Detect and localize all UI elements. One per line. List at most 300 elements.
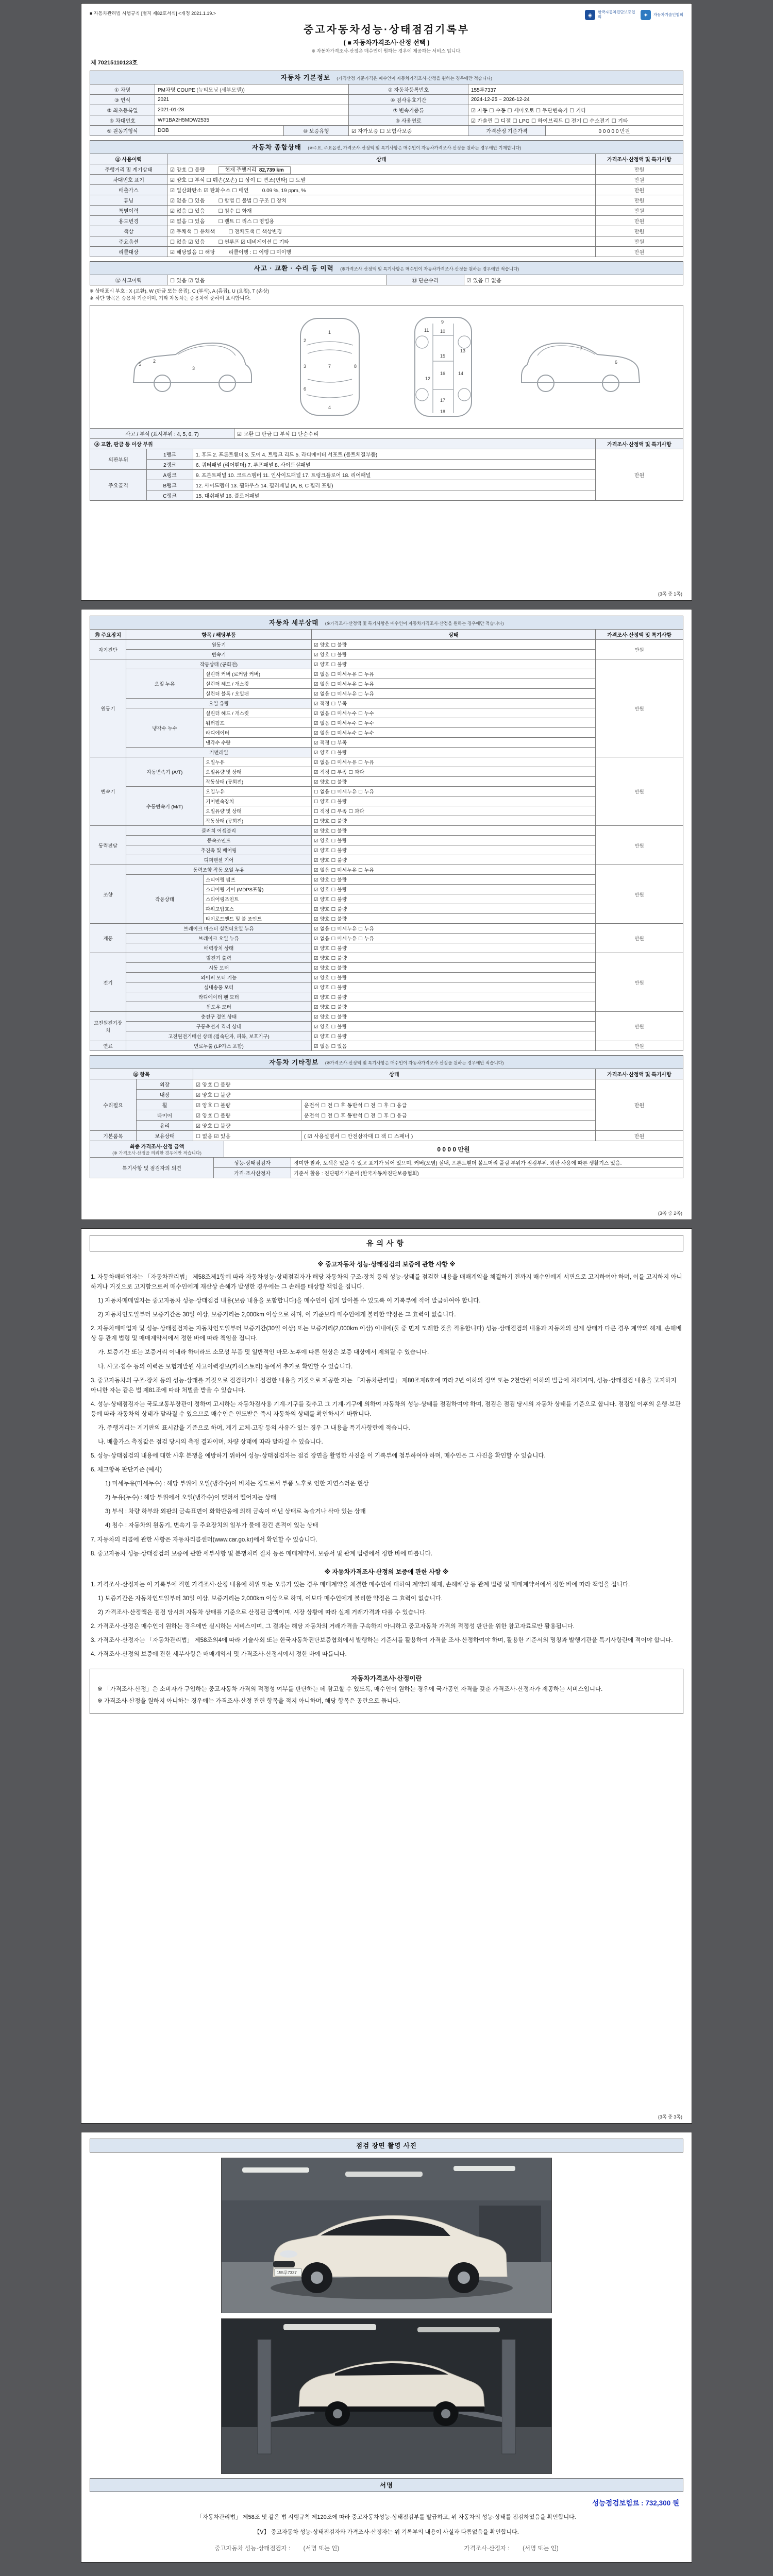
part-label: 오일유량 및 상태: [204, 767, 312, 777]
notice-paragraph: 7. 자동차의 리콜에 관한 사항은 자동차리콜센터(www.car.go.kr)에서 확인할 수 있습니다.: [91, 1536, 317, 1543]
base-price-value: 0 0 0 0 0 만원: [546, 126, 683, 136]
section-title: 자동차 기타정보: [269, 1059, 319, 1066]
final-price-title: 최종 가격조사·산정 금액: [129, 1144, 184, 1150]
part-label: 라디에이터: [204, 728, 312, 738]
field-label: ⑦ 변속기종류: [349, 105, 468, 115]
item-label: 윈도우 모터: [126, 1002, 312, 1012]
status-options: ☑ 양호 ☐ 불량: [193, 1100, 301, 1110]
price-cell: 만원: [596, 175, 683, 185]
price-survey-note: ※ 자동차가격조사·산정은 매수인이 원하는 경우에 제공하는 서비스 입니다.: [311, 48, 462, 54]
part-label: 작동상태 (공회전): [204, 777, 312, 787]
status-options: ☑ 양호 ☐ 불량: [312, 982, 596, 992]
overall-condition-table: [90, 154, 683, 257]
association-logo-icon: ✦: [641, 10, 651, 20]
section-title: 사고 · 교환 · 수리 등 이력: [254, 265, 334, 272]
item-label: 작동상태 (공회전): [126, 659, 312, 669]
price-cell: 만원: [596, 164, 683, 175]
definition-box-title: 자동차가격조사·산정이란: [351, 1675, 422, 1683]
notice-paragraph: 4. 가격조사·산정의 보증에 관한 세부사항은 매매계약서 및 가격조사·산정서에서 정한 바에 따릅니다.: [91, 1651, 347, 1658]
status-options: ☑ 해당없음 ☐ 해당: [170, 250, 215, 256]
field-value: 155루7337: [468, 84, 683, 95]
mark-row-options: ☑ 교환 ☐ 판금 ☐ 부식 ☐ 단순수리: [234, 428, 683, 438]
diagram-number: 6: [615, 359, 618, 365]
status-options: ☑ 양호 ☐ 불량: [193, 1079, 596, 1090]
item-label: 오일 유량: [126, 699, 312, 708]
row-label: 차대번호 표기: [90, 175, 167, 185]
status-options: ☑ 양호 ☐ 불량: [193, 1090, 596, 1100]
status-options: ☑ 없음 ☐ 미세누유 ☐ 누유: [312, 865, 596, 875]
page-footer: (3쪽 중 3쪽): [658, 2114, 682, 2120]
item-label: 브레이크 마스터 실린더오일 누유: [126, 924, 312, 934]
rank-table-header: ⑭ 교환, 판금 등 이상 부위: [90, 438, 596, 449]
repair-options: ☑ 있음 ☐ 없음: [464, 275, 683, 285]
car-top-view: [291, 312, 368, 421]
section-title: 자동차 세부상태: [269, 619, 319, 626]
part-label: 워터펌프: [204, 718, 312, 728]
premium-label: 성능점검보험료 :: [592, 2499, 644, 2507]
notice-section-b-title: ※ 자동차가격조사·산정의 보증에 관한 사항 ※: [324, 1568, 449, 1575]
rank-label: A랭크: [147, 469, 193, 480]
status-options: ☑ 없음 ☐ 있음: [170, 198, 205, 204]
price-cell: 만원: [596, 226, 683, 236]
row-label: 주요옵션: [90, 236, 167, 247]
extra-options: ☐ 썬루프 ☑ 네비게이션 ☐ 기타: [218, 240, 289, 245]
item-label: 오일 누유: [126, 669, 204, 699]
item-label: 작동상태: [126, 875, 204, 924]
field-value: 2021: [155, 95, 349, 105]
notice-paragraph: 1. 가격조사·산정자는 이 기록부에 적힌 가격조사·산정 내용에 허위 또는 오류가 있는 경우 매매계약을 체결한 매수인에 대하여 계약의 해제, 손해배상 등 관계 법령 및 매매계약서에서 정한 바에 따라 책임을 집니다.: [91, 1581, 630, 1588]
inspection-photo-front: [221, 2158, 552, 2313]
part-label: 오일누유: [204, 787, 312, 796]
accident-label: ⑫ 사고이력: [90, 275, 167, 285]
diagram-number: 17: [440, 397, 446, 403]
signature-label: 중고자동차 성능·상태점검자 :: [214, 2546, 291, 2552]
association-logo-icon: ◈: [585, 10, 595, 20]
item-label: 자동변속기 (A/T): [126, 757, 204, 787]
row-label: 외장: [137, 1079, 193, 1090]
field-label: ⑩ 보증유형: [284, 126, 349, 136]
diagram-number: 11: [424, 327, 429, 333]
notice-paragraph: 6. 체크항목 판단기준 (예시): [91, 1467, 162, 1473]
row-status: [167, 226, 596, 236]
item-label: 냉각수 누수: [126, 708, 204, 748]
status-options: ☑ 양호 ☐ 불량: [312, 836, 596, 845]
part-label: 스티어링 기어 (MDPS포함): [204, 885, 312, 894]
final-price-value: 0 0 0 0 만원: [224, 1141, 683, 1158]
warranty-options: ☑ 자가보증 ☐ 보험사보증: [349, 126, 468, 136]
status-options: ☑ 양호 ☐ 불량: [312, 1012, 596, 1022]
field-label: ⑤ 최초등록일: [90, 105, 155, 115]
status-options: ☐ 적정 ☐ 부족 ☐ 과다: [312, 806, 596, 816]
device-group: 조향: [90, 865, 126, 924]
price-cell: 만원: [596, 640, 683, 659]
car-submodel: (뉴티모닝 (세부모델)): [196, 88, 245, 93]
price-cell: 만원: [596, 1041, 683, 1051]
notice-paragraph: 3. 가격조사·산정자는 「자동차관리법」 제58조의4에 따라 기술사회 또는 한국자동차진단보증협회에서 발행하는 기준서를 활용하여 가격을 조사·산정하여야 하며, 활용한 기준서의 명칭과 발행기관을 특기사항란에 적어야 합니다.: [91, 1637, 673, 1644]
car-side-left-view: [126, 333, 255, 401]
diagram-number: 7: [580, 346, 583, 351]
status-options: ☑ 없음 ☐ 미세누수 ☐ 누수: [312, 718, 596, 728]
notice-paragraph: 1) 보증기간은 자동차인도일부터 30일 이상, 보증거리는 2,000km 이상으로 하며, 이보다 매수인에게 불리한 약정은 그 효력이 없습니다.: [98, 1595, 443, 1602]
diagram-number: 4: [328, 404, 331, 410]
device-group: 원동기: [90, 659, 126, 757]
column-header: 상태: [167, 154, 596, 164]
status-options: ☑ 양호 ☐ 불량: [312, 855, 596, 865]
notices-title: 유의사항: [90, 1235, 683, 1251]
row-label: 튜닝: [90, 195, 167, 206]
item-label: 구동축전지 격리 상태: [126, 1022, 312, 1031]
page-title: 중고자동차성능·상태점검기록부: [303, 24, 470, 36]
status-options: ☑ 없음 ☐ 미세누유 ☐ 누유: [312, 679, 596, 689]
part-label: 오일유량 및 상태: [204, 806, 312, 816]
row-label: 보유상태: [137, 1131, 193, 1141]
status-options: ☑ 양호 ☐ 불량: [312, 1022, 596, 1031]
field-label: ⑧ 사용연료: [349, 115, 468, 126]
final-price-table: [90, 1141, 683, 1158]
section-photos: [90, 2139, 683, 2153]
repair-label: ⑬ 단순수리: [386, 275, 464, 285]
price-survey-definition-box: [90, 1669, 683, 1714]
section-note: (※가격조사·산정액 및 특기사항은 매수인이 자동차가격조사·산정을 원하는 경우에만 적습니다): [325, 1060, 504, 1065]
section-basic-info: [90, 71, 683, 84]
notice-paragraph: 1) 미세누유(미세누수) : 해당 부위에 오일(냉각수)이 비치는 정도로서 부품 노후로 인한 자연스러운 현상: [105, 1481, 369, 1487]
passenger-car-note: ※ 하단 항목은 승용차 기준이며, 기타 자동차는 승용차에 준하여 표시합니다.: [90, 296, 251, 302]
accident-options: ☐ 있음 ☑ 없음: [167, 275, 387, 285]
notice-paragraph: 8. 중고자동차 성능·상태점검의 보증에 관한 세부사항 및 분쟁처리 절차 등은 매매계약서, 보증서 및 관계 법령에서 정한 바에 따릅니다.: [91, 1550, 432, 1557]
inspector-signature-line: [214, 2544, 339, 2552]
item-label: 커먼레일: [126, 748, 312, 757]
device-group: 연료: [90, 1041, 126, 1051]
status-options: ☑ 없음 ☐ 미세누유 ☐ 누유: [312, 924, 596, 934]
price-cell: 만원: [596, 195, 683, 206]
price-cell: 만원: [596, 1012, 683, 1041]
diagram-number: 15: [440, 353, 446, 359]
price-cell: 만원: [596, 826, 683, 865]
diagram-number: 9: [441, 319, 444, 325]
document-number: 제 70215110123호: [91, 60, 138, 66]
item-label: 클러치 어셈블리: [126, 826, 312, 836]
extra-options: ☐ 침수 ☐ 화재: [218, 209, 252, 214]
notice-paragraph: 2. 가격조사·산정은 매수인이 원하는 경우에만 실시하는 서비스이며, 그 결과는 해당 자동차의 거래가격을 구속하지 아니하고 중고자동차 가격의 적정성 판단을 위한 참고자료로만 활용됩니다.: [91, 1623, 575, 1630]
section-note: (가격산정 기준가격은 매수인이 자동차가격조사·산정을 원하는 경우에만 적습니다): [337, 76, 493, 81]
other-info-table: [90, 1069, 683, 1141]
field-label: ③ 연식: [90, 95, 155, 105]
column-header: ⑯ 항목: [90, 1069, 193, 1079]
form-reference: ■ 자동차관리법 시행규칙 [별지 제82호서식] <개정 2021.1.19.>: [90, 11, 216, 16]
item-label: 추진축 및 베어링: [126, 845, 312, 855]
status-options: ☑ 양호 ☐ 불량: [312, 748, 596, 757]
page-3: [81, 1228, 692, 2124]
extra-options: ☐ 렌트 ☐ 리스 ☐ 영업용: [218, 219, 275, 225]
diagram-number: 7: [328, 363, 331, 369]
price-cell: 만원: [596, 1079, 683, 1131]
part-label: 실린더 헤드 / 개스킷: [204, 679, 312, 689]
price-cell: 만원: [596, 1131, 683, 1141]
column-header: 상태: [193, 1069, 596, 1079]
status-options: ☑ 양호 ☐ 불량: [170, 167, 205, 173]
notice-paragraph: 1. 자동차매매업자는 「자동차관리법」 제58조제1항에 따라 자동차성능·상태점검자가 해당 자동차의 구조·장치 등의 성능·상태를 점검한 내용을 매매계약을 체결하기 전까지 매수인에게 서면으로 고지하여야 하며, 이를 고지하지 아니하거나 거짓으로 고지함으로써 매수인에게 재산상 손해가 발생한 경우에는 그 손해를 배상할 책임을 집니다.: [91, 1274, 682, 1291]
row-status: [167, 185, 596, 195]
notice-paragraph: 가. 보증기간 또는 보증거리 이내라 하더라도 소모성 부품 및 일반적인 마모·노후에 따른 현상은 보증 대상에서 제외될 수 있습니다.: [98, 1349, 429, 1356]
repair-group: 수리필요: [90, 1079, 137, 1131]
row-status: ☑ 양호 ☐ 부식 ☐ 훼손(오손) ☐ 상이 ☐ 변조(변타) ☐ 도말: [167, 175, 596, 185]
row-label: 특별이력: [90, 206, 167, 216]
status-options: ☑ 없음 ☐ 미세누수 ☐ 누수: [312, 728, 596, 738]
rank-table: [90, 438, 683, 501]
diagram-number: 3: [192, 365, 195, 371]
opinion-row-label: 성능·상태점검자: [214, 1158, 291, 1168]
notice-paragraph: 나. 배출가스 측정값은 점검 당시의 측정 결과이며, 차량 상태에 따라 달라질 수 있습니다.: [98, 1439, 323, 1446]
notice-paragraph: 2) 누유(누수) : 해당 부위에서 오일(냉각수)이 맺혀서 떨어지는 상태: [105, 1495, 277, 1501]
part-label: 스티어링조인트: [204, 894, 312, 904]
rank-label: C랭크: [147, 490, 193, 500]
tire-position-options: 운전석 ☐ 전 ☐ 후 동반석 ☐ 전 ☐ 후 ☐ 응급: [301, 1110, 596, 1121]
price-cell: 만원: [596, 924, 683, 953]
device-group: 전기: [90, 953, 126, 1012]
mileage-value: 82,739 km: [259, 167, 284, 173]
emission-values: 0.09 %, 19 ppm, %: [262, 188, 306, 194]
signature-label: 가격조사·산정자 :: [464, 2546, 510, 2552]
field-value: 2024-12-25 ~ 2026-12-24: [468, 95, 683, 105]
field-label: ② 자동차등록번호: [349, 84, 468, 95]
page-footer: (3쪽 중 1쪽): [658, 591, 682, 597]
item-label: 충전구 절연 상태: [126, 1012, 312, 1022]
item-label: 원동기: [126, 640, 312, 650]
status-options: ☑ 양호 ☐ 불량: [312, 885, 596, 894]
row-status: [167, 195, 596, 206]
section-title: 점검 장면 촬영 사진: [356, 2142, 417, 2149]
status-options: ☑ 없음 ☐ 있음: [170, 219, 205, 225]
column-header: 가격조사·산정액 및 특기사항: [596, 154, 683, 164]
mileage-label: 현재 주행거리: [225, 167, 257, 173]
diagram-number: 13: [460, 348, 466, 353]
frame-group-label: 주요골격: [90, 469, 147, 500]
notice-paragraph: 3. 중고자동차의 구조·장치 등의 성능·상태를 거짓으로 점검하거나 점검한 내용을 거짓으로 제공한 자는 「자동차관리법」 제80조제6호에 따라 2년 이하의 징역 또는 2천만원 이하의 벌금에 처해지며, 성능·상태점검 내용을 고지하지 아니한 자는 같은 법 제81조에 따라 처벌을 받을 수 있습니다.: [91, 1377, 677, 1394]
diagram-number: 1: [328, 329, 331, 335]
status-options: ☑ 양호 ☐ 불량: [312, 845, 596, 855]
item-label: 동력조향 작동 오일 누유: [126, 865, 312, 875]
opinion-row-label: 가격·조사산정자: [214, 1168, 291, 1178]
status-options: ☑ 없음 ☐ 미세누유 ☐ 누유: [312, 669, 596, 679]
section-detail-condition: [90, 616, 683, 630]
notice-paragraph: 3) 부식 : 차량 하부와 외판의 금속표면이 화학반응에 의해 금속이 아닌 상태로 녹슬거나 삭아 있는 상태: [105, 1509, 366, 1515]
part-label: 기어변속장치: [204, 796, 312, 806]
final-price-note: (※ 가격조사·산정을 의뢰한 경우에만 적습니다): [112, 1150, 201, 1156]
price-survey-option: ( ■ 자동차가격조사·산정 선택 ): [343, 39, 430, 46]
price-cell: 만원: [596, 659, 683, 757]
part-label: 실린더 헤드 / 개스킷: [204, 708, 312, 718]
status-options: ☑ 양호 ☐ 불량: [312, 640, 596, 650]
status-options: ☑ 적정 ☐ 부족 ☐ 과다: [312, 767, 596, 777]
status-options: ☑ 없음 ☐ 있음: [312, 1041, 596, 1051]
panel-group-label: 외판부위: [90, 449, 147, 469]
item-label: 와이퍼 모터 기능: [126, 973, 312, 982]
car-damage-diagram: [90, 305, 683, 429]
row-label: 배출가스: [90, 185, 167, 195]
status-options: ☑ 양호 ☐ 불량: [312, 894, 596, 904]
rank-parts: 1. 후드 2. 프론트휀더 3. 도어 4. 트렁크 리드 5. 라디에이터 서포트 (볼트체결부품): [193, 449, 596, 459]
row-label: 타이어: [137, 1110, 193, 1121]
row-status: [167, 236, 596, 247]
status-options: ☑ 양호 ☐ 불량: [312, 953, 596, 963]
section-title: 자동차 기본정보: [280, 74, 330, 81]
device-group: 변속기: [90, 757, 126, 826]
confirm-statement: 【Ⅴ】 중고자동차 성능·상태점검자와 가격조사·산정자는 위 기록부의 내용이 사실과 다름없음을 확인합니다.: [254, 2529, 519, 2535]
status-options: ☑ 일산화탄소 ☑ 탄화수소 ☐ 매연: [170, 188, 249, 194]
diagram-number: 8: [354, 363, 357, 369]
status-options: ☑ 양호 ☐ 불량: [312, 650, 596, 659]
status-options: ☑ 양호 ☐ 불량: [312, 659, 596, 669]
diagram-number: 16: [440, 370, 446, 376]
row-label: 내장: [137, 1090, 193, 1100]
status-options: ☐ 양호 ☐ 불량: [312, 816, 596, 826]
item-label: 수동변속기 (M/T): [126, 787, 204, 826]
status-options: ☐ 양호 ☐ 불량: [312, 796, 596, 806]
field-value: 2021-01-28: [155, 105, 349, 115]
part-label: 스티어링 펌프: [204, 875, 312, 885]
page-footer: (3쪽 중 2쪽): [658, 1211, 682, 1216]
car-name: PM차명 COUPE: [158, 88, 195, 93]
field-value: DOB: [155, 126, 284, 136]
status-options: ☑ 양호 ☐ 불량: [312, 875, 596, 885]
section-title: 자동차 종합상태: [251, 144, 301, 151]
status-options: ☑ 양호 ☐ 불량: [312, 914, 596, 924]
mileage-box: [219, 166, 291, 174]
status-options: ☐ 없음 ☑ 있음: [193, 1131, 301, 1141]
rank-parts: 15. 대쉬패널 16. 플로어패널: [193, 490, 596, 500]
diagram-number: 2: [304, 337, 307, 343]
association-logo-text: 자동차기술인협회: [653, 12, 683, 17]
price-cell: 만원: [596, 247, 683, 257]
inspection-photo-lift: [221, 2318, 552, 2474]
rank-parts: 12. 사이드멤버 13. 휠하우스 14. 필러패널 (A, B, C 필러 포함): [193, 480, 596, 490]
opinion-label: 특기사항 및 점검자의 의견: [90, 1158, 214, 1178]
row-label: 주행거리 및 계기상태: [90, 164, 167, 175]
section-accident-history: [90, 261, 683, 275]
notice-paragraph: 나. 사고·침수 등의 이력은 보험개발원 사고이력정보(카히스토리) 등에서 추가로 확인할 수 있습니다.: [98, 1363, 353, 1370]
status-options: ☑ 없음 ☐ 있음: [170, 209, 205, 214]
status-options: ☑ 무채색 ☐ 유채색: [170, 229, 215, 235]
status-options: ☑ 없음 ☐ 미세누유 ☐ 누유: [312, 934, 596, 943]
section-note: (※주요, 주요옵션, 가격조사·산정액 및 특기사항은 매수인이 자동차가격조사·산정을 원하는 경우에만 기재합니다): [308, 145, 522, 150]
page-1: [81, 3, 692, 601]
rank-parts: 6. 쿼터패널 (리어휀더) 7. 루프패널 8. 사이드실패널: [193, 459, 596, 469]
detail-condition-table: [90, 629, 683, 1051]
status-options: ☑ 양호 ☐ 불량: [312, 826, 596, 836]
section-overall-condition: [90, 140, 683, 154]
accident-flags-table: [90, 275, 683, 285]
diagram-number: 6: [304, 386, 307, 392]
rank-label: 2랭크: [147, 459, 193, 469]
part-label: 오일누유: [204, 757, 312, 767]
row-status: [167, 164, 596, 175]
car-frame-view: [405, 312, 482, 421]
status-options: ☑ 없음 ☐ 미세누수 ☐ 누수: [312, 708, 596, 718]
part-label: 실린더 블록 / 오일팬: [204, 689, 312, 699]
license-plate-text: 155루7337: [277, 2270, 297, 2275]
price-cell: 만원: [596, 216, 683, 226]
diagram-number: 18: [440, 409, 446, 414]
definition-box-line: ※ 가격조사·산정을 원하지 아니하는 경우에는 가격조사·산정 관련 항목을 적지 아니하며, 해당 항목은 공란으로 둡니다.: [97, 1698, 400, 1705]
premium-value: 732,300 원: [645, 2499, 679, 2507]
field-label: ④ 검사유효기간: [349, 95, 468, 105]
column-header: 항목 / 해당부품: [126, 630, 312, 640]
field-value: [155, 84, 349, 95]
section-note: (※가격조사·산정액 및 특기사항은 매수인이 자동차가격조사·산정을 원하는 경우에만 적습니다): [340, 266, 519, 272]
diagram-number: 10: [440, 328, 446, 334]
page-4: [81, 2132, 692, 2563]
price-cell: 만원: [596, 865, 683, 924]
device-group: 동력전달: [90, 826, 126, 865]
rank-price-header: 가격조사·산정액 및 특기사항: [596, 438, 683, 449]
status-options: ☑ 없음 ☐ 미세누유 ☐ 누유: [312, 757, 596, 767]
item-label: 시동 모터: [126, 963, 312, 973]
car-side-right-view: [518, 333, 647, 401]
rank-label: 1랭크: [147, 449, 193, 459]
diagram-number: 3: [304, 363, 307, 369]
row-label: 유리: [137, 1121, 193, 1131]
row-status: [167, 247, 596, 257]
inspector-opinion-text: 경미한 찰과, 도색은 있을 수 있고 표기가 되어 있으며, 커버(오염) 실내, 프론트휀더 볼트머리 풀림 부위가 점검부위. 외판 사용에 따른 생활기스 있음.: [291, 1158, 683, 1168]
price-cell: 만원: [596, 185, 683, 195]
association-logo-text: 한국자동차진단보증협회: [598, 10, 635, 19]
device-group: 자기진단: [90, 640, 126, 659]
item-label: 라디에이터 팬 모터: [126, 992, 312, 1002]
part-label: 실린더 커버 (로커암 커버): [204, 669, 312, 679]
status-options: ☑ 양호 ☐ 불량: [312, 973, 596, 982]
item-label: 실내송풍 모터: [126, 982, 312, 992]
price-cell: 만원: [596, 236, 683, 247]
status-options: ☑ 양호 ☐ 불량: [312, 777, 596, 787]
signature-suffix: (서명 또는 인): [303, 2546, 340, 2552]
field-label: 가격산정 기준가격: [468, 126, 546, 136]
appraiser-opinion-text: 기준서 활용 : 진단평가기준서 (한국자동차진단보증협회): [291, 1168, 683, 1178]
notice-paragraph: 2. 자동차매매업자 및 성능·상태점검자는 자동차인도일부터 보증기간(30일 이상) 또는 보증거리(2,000km 이상) 이내에(둘 중 먼저 도래한 것을 적용합니다) 성능·상태점검의 내용과 자동차의 실제 상태가 다른 경우 계약의 해제, 손해배상 등 관계 법령 및 매매계약서에서 정한 바에 따라 책임을 집니다.: [91, 1326, 682, 1342]
notice-paragraph: 2) 자동차인도일부터 보증기간은 30일 이상, 보증거리는 2,000km 이상으로 하며, 이 기준보다 매수인에게 불리한 약정은 그 효력이 없습니다.: [98, 1312, 456, 1318]
signature-suffix: (서명 또는 인): [523, 2546, 559, 2552]
row-label: 휠: [137, 1100, 193, 1110]
status-options: ☑ 양호 ☐ 불량: [193, 1110, 301, 1121]
status-options: ☑ 양호 ☐ 불량: [312, 963, 596, 973]
notice-paragraph: 2) 가격조사·산정액은 점검 당시의 자동차 상태를 기준으로 산정된 금액이며, 시장 상황에 따라 실제 거래가격과 다를 수 있습니다.: [98, 1609, 427, 1616]
part-label: 냉각수 수량: [204, 738, 312, 748]
field-label: ⑨ 원동기형식: [90, 126, 155, 136]
status-options: ☑ 적정 ☐ 부족: [312, 699, 596, 708]
row-label: 색상: [90, 226, 167, 236]
part-label: 작동상태 (공회전): [204, 816, 312, 826]
part-label: 파워고압호스: [204, 904, 312, 914]
section-other-info: [90, 1055, 683, 1069]
mark-code-note: ※ 상태표시 부호 : X (교환), W (판금 또는 용접), C (부식), A (흠집), U (요철), T (손상): [90, 289, 270, 294]
appraiser-signature-line: [464, 2544, 559, 2552]
basic-info-table: [90, 84, 683, 136]
vin-value: WF1BA2H5MDW2535: [155, 115, 349, 126]
section-signature: [90, 2478, 683, 2492]
item-label: 발전기 출력: [126, 953, 312, 963]
column-header: 상태: [312, 630, 596, 640]
row-status: [167, 216, 596, 226]
column-header: 가격조사·산정액 및 특기사항: [596, 630, 683, 640]
notice-section-a-title: ※ 중고자동차 성능·상태점검의 보증에 관한 사항 ※: [317, 1261, 456, 1268]
item-label: 연료누출 (LP가스 포함): [126, 1041, 312, 1051]
diagram-number: 12: [425, 376, 431, 381]
status-options: ☑ 양호 ☐ 불량: [193, 1121, 596, 1131]
transmission-options: ☑ 자동 ☐ 수동 ☐ 세미오토 ☐ 무단변속기 ☐ 기타: [468, 105, 683, 115]
price-cell: 만원: [596, 449, 683, 500]
extra-options: ☐ 합법 ☐ 불법 ☐ 구조 ☐ 장치: [218, 198, 287, 204]
mark-row-label: 사고 / 부식 (표시부위 : 4, 5, 6, 7): [90, 428, 234, 438]
final-price-label: [90, 1141, 224, 1158]
